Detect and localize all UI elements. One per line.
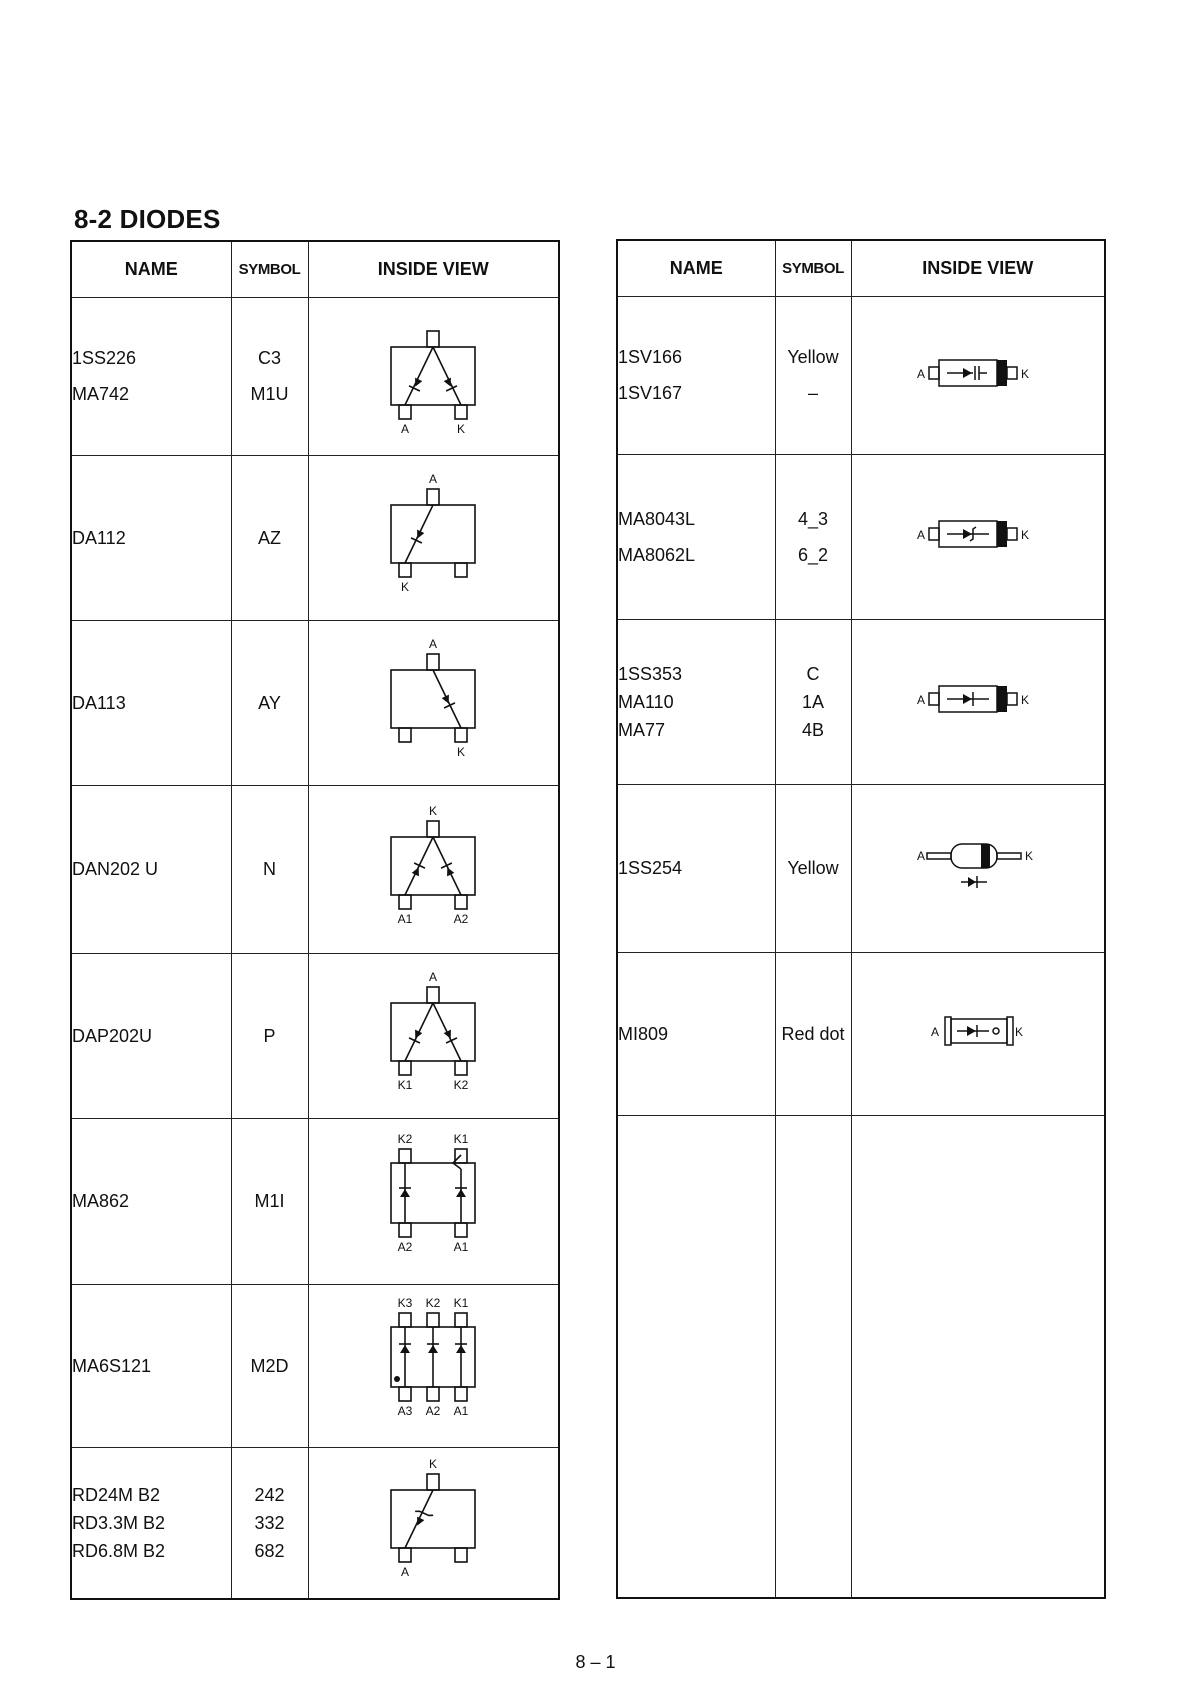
single-diode-diagram — [373, 467, 493, 603]
part-name: MA742 — [72, 384, 130, 404]
marking-code: P — [263, 1025, 276, 1046]
pin-label: K2 — [397, 1131, 413, 1146]
part-name: MA862 — [72, 1191, 130, 1211]
part-name: 1SS226 — [72, 348, 137, 368]
part-name: MA8062L — [618, 544, 696, 565]
table-row — [617, 619, 1105, 784]
part-name-cell — [617, 619, 775, 784]
left-diode-table — [70, 240, 560, 1600]
table-row — [617, 784, 1105, 952]
symbol-column-header: SYMBOL — [231, 241, 308, 297]
inside-view-cell — [851, 296, 1105, 454]
part-name: MI809 — [618, 1023, 669, 1044]
part-name-cell — [617, 296, 775, 454]
symbol-cell — [231, 1284, 308, 1447]
part-name: DA112 — [72, 527, 126, 548]
marking-code: Yellow — [787, 347, 839, 367]
inside-view-cell — [308, 455, 559, 620]
switching-diode-package-diagram — [913, 679, 1043, 719]
part-name: MA6S121 — [72, 1355, 152, 1376]
pin-label: K1 — [453, 1131, 469, 1146]
symbol-cell — [231, 297, 308, 455]
pin-label: A — [930, 1025, 939, 1039]
part-name: DA113 — [72, 692, 126, 713]
marking-code: 1A — [801, 691, 825, 712]
table-row — [71, 455, 559, 620]
inside-view-cell — [851, 454, 1105, 619]
table-row — [71, 953, 559, 1118]
inside-view-cell — [308, 785, 559, 953]
table-row — [71, 1118, 559, 1284]
part-name-cell — [71, 1284, 231, 1447]
symbol-cell — [231, 1447, 308, 1599]
section-title: 8-2 DIODES — [74, 204, 221, 234]
inside-view-cell — [851, 952, 1105, 1115]
table-row — [71, 1447, 559, 1599]
pin-label: A — [916, 848, 925, 863]
part-name-cell — [71, 455, 231, 620]
name-column-header: NAME — [71, 241, 231, 297]
part-name: 1SV167 — [618, 383, 683, 403]
part-name: 1SS254 — [618, 858, 683, 878]
symbol-cell — [231, 953, 308, 1118]
pin-label: K — [457, 421, 466, 436]
pin-label: A — [429, 472, 438, 486]
dual-diode-common-center-diagram — [373, 309, 493, 439]
table-row — [71, 785, 559, 953]
inside-view-cell — [308, 297, 559, 455]
empty-cell — [617, 1115, 775, 1598]
part-name-cell — [71, 297, 231, 455]
pin-label: K2 — [453, 1078, 469, 1092]
triple-diode-array-diagram — [373, 1293, 493, 1433]
table-row — [71, 1284, 559, 1447]
pin-label: A3 — [397, 1404, 413, 1418]
inside-view-cell — [308, 953, 559, 1118]
table-row — [617, 454, 1105, 619]
pin-label: K — [457, 745, 466, 759]
inside-view-cell — [308, 620, 559, 785]
inside-view-cell — [308, 1284, 559, 1447]
marking-code: Yellow — [787, 858, 839, 878]
pin-label: A2 — [425, 1404, 441, 1418]
symbol-cell — [231, 455, 308, 620]
part-name-cell — [71, 953, 231, 1118]
part-name-cell — [71, 785, 231, 953]
pin-label: K — [1020, 366, 1029, 381]
marking-code: AY — [258, 692, 281, 713]
part-name-cell — [617, 784, 775, 952]
part-name-cell — [617, 952, 775, 1115]
table-header-row — [71, 241, 559, 297]
marking-code: AZ — [257, 527, 281, 548]
part-name-cell — [71, 620, 231, 785]
dual-diode-common-cathode-diagram — [373, 799, 493, 935]
marking-code: C — [806, 663, 820, 684]
inside-view-column-header: INSIDE VIEW — [851, 240, 1105, 296]
symbol-column-header: SYMBOL — [775, 240, 851, 296]
table-row — [71, 620, 559, 785]
symbol-cell — [775, 454, 851, 619]
dual-diode-series-diagram — [373, 1129, 493, 1269]
marking-code: Red dot — [781, 1023, 845, 1044]
pin-label: K3 — [397, 1296, 413, 1310]
symbol-cell — [775, 952, 851, 1115]
pin-label: K2 — [425, 1296, 441, 1310]
table-row — [617, 296, 1105, 454]
name-column-header: NAME — [617, 240, 775, 296]
pin-label: K — [1024, 848, 1033, 863]
inside-view-column-header: INSIDE VIEW — [308, 241, 559, 297]
pin-label: K — [401, 580, 410, 594]
marking-code: 242 — [254, 1484, 285, 1505]
dual-diode-common-anode-diagram — [373, 965, 493, 1101]
part-name: MA110 — [618, 691, 674, 712]
part-name: RD6.8M B2 — [72, 1540, 166, 1561]
part-name-cell — [71, 1118, 231, 1284]
marking-code: 6_2 — [797, 544, 829, 565]
symbol-cell — [231, 785, 308, 953]
single-diode-diagram — [373, 632, 493, 768]
part-name: 1SS353 — [618, 663, 683, 684]
pin-label: A — [916, 693, 925, 707]
pin-label: K1 — [453, 1296, 469, 1310]
mini-mold-diode-diagram — [913, 1011, 1043, 1051]
marking-code: N — [263, 859, 276, 879]
part-name: MA77 — [618, 719, 666, 740]
empty-cell — [851, 1115, 1105, 1598]
inside-view-cell — [851, 619, 1105, 784]
pin-label: A — [401, 421, 410, 436]
marking-code: 4B — [801, 719, 825, 740]
part-name: RD3.3M B2 — [72, 1512, 166, 1533]
marking-code: 682 — [254, 1540, 285, 1561]
inside-view-cell — [851, 784, 1105, 952]
pin-label: K — [1020, 693, 1029, 707]
symbol-cell — [231, 1118, 308, 1284]
part-name: RD24M B2 — [72, 1484, 161, 1505]
zener-diode-diagram — [373, 1452, 493, 1588]
empty-cell — [775, 1115, 851, 1598]
pin-label: A — [916, 366, 925, 381]
part-name-cell — [617, 454, 775, 619]
pin-label: K — [429, 803, 438, 818]
part-name: MA8043L — [618, 508, 696, 529]
symbol-cell — [775, 619, 851, 784]
symbol-cell — [231, 620, 308, 785]
table-row — [71, 297, 559, 455]
pin-label: A — [429, 970, 438, 984]
pin-label: K — [1014, 1025, 1023, 1039]
empty-table-row — [617, 1115, 1105, 1598]
pin-label: A — [429, 637, 438, 651]
pin-label: K — [429, 1457, 438, 1472]
page-number: 8 – 1 — [575, 1652, 616, 1672]
pin-label: A — [401, 1565, 410, 1580]
marking-code: M1U — [250, 384, 289, 404]
glass-axial-diode-diagram — [913, 836, 1043, 896]
marking-code: M1I — [254, 1191, 285, 1211]
pin-label: A — [916, 528, 925, 542]
marking-code: 4_3 — [797, 508, 829, 529]
pin-label: A2 — [397, 1239, 413, 1254]
pin-label: A1 — [453, 1404, 469, 1418]
part-name: DAP202U — [72, 1025, 153, 1046]
pin-label: A1 — [453, 1239, 469, 1254]
pin-label: K — [1020, 528, 1029, 542]
marking-code: 332 — [254, 1512, 285, 1533]
pin-label: K1 — [397, 1078, 413, 1092]
symbol-cell — [775, 296, 851, 454]
varactor-diode-package-diagram — [913, 353, 1043, 393]
inside-view-cell — [308, 1118, 559, 1284]
pin-label: A2 — [453, 911, 469, 926]
symbol-cell — [775, 784, 851, 952]
marking-code: M2D — [250, 1355, 289, 1376]
part-name-cell — [71, 1447, 231, 1599]
zener-diode-package-diagram — [913, 514, 1043, 554]
pin-label: A1 — [397, 911, 413, 926]
marking-code: – — [807, 383, 818, 403]
right-diode-table — [616, 239, 1106, 1599]
part-name: DAN202 U — [72, 859, 159, 879]
table-header-row — [617, 240, 1105, 296]
table-row — [617, 952, 1105, 1115]
marking-code: C3 — [257, 348, 281, 368]
part-name: 1SV166 — [618, 347, 683, 367]
inside-view-cell — [308, 1447, 559, 1599]
